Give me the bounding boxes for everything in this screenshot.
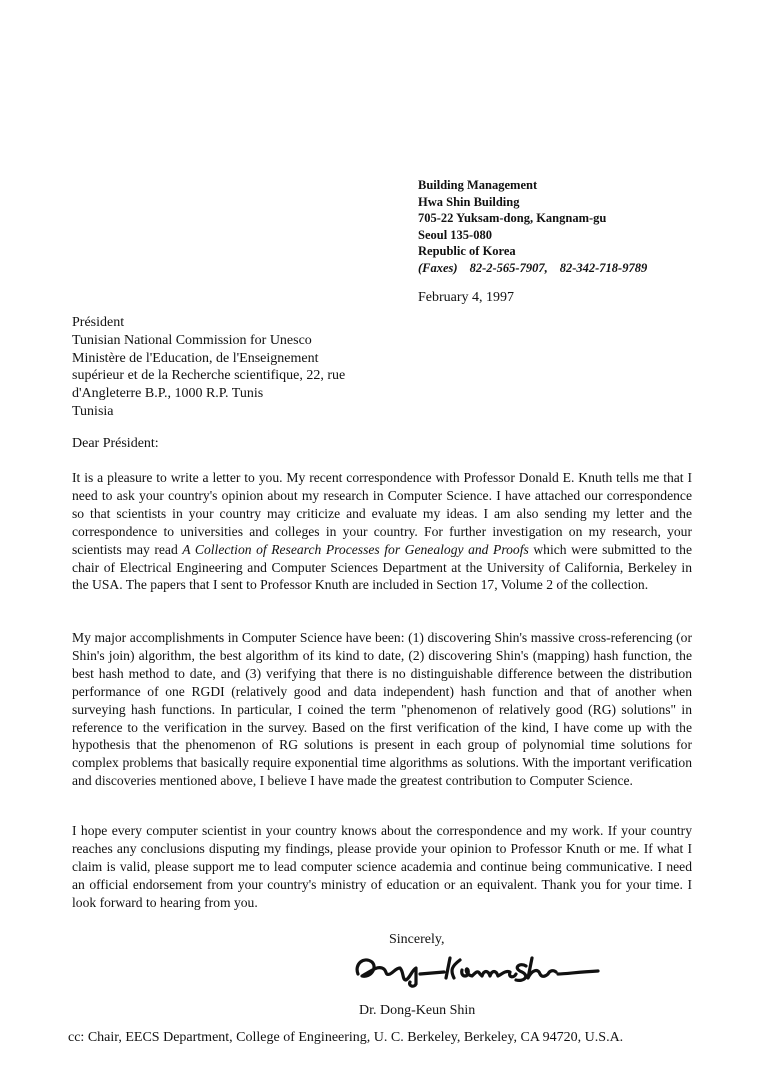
sender-address-line: Seoul 135-080: [418, 227, 492, 242]
signer-name: Dr. Dong-Keun Shin: [359, 1003, 476, 1018]
body-paragraph-1: [72, 469, 692, 594]
sender-address-block: [418, 177, 647, 277]
recipient-address-line: Président: [72, 315, 125, 330]
sender-address-line: 705-22 Yuksam-dong, Kangnam-gu: [418, 211, 607, 226]
body-paragraph-3: I hope every computer scientist in your country knows about the correspondence and my work. If your country reaches any conclusions disputing my findings, please provide your opinion to Professor Knuth or me. If what I claim is valid, please support me to lead computer science academia and continue being communicative. I need an official endorsement from your country's ministry of education or an equivalent. Thank you for your time. I look forward to hearing from you.: [72, 823, 692, 910]
fax-label: (Faxes): [418, 260, 458, 275]
closing: Sincerely,: [389, 932, 445, 947]
sender-address-line: Building Management: [418, 178, 538, 192]
paragraph-text: which were submitted to the chair of Electrical Engineering and Computer Sciences Department at the University of California, Berkeley in the USA. The papers that I sent to Professor Knuth are included in Section 17, Volume 2 of the collection.: [72, 541, 692, 593]
recipient-address-line: Tunisian National Commission for Unesco: [72, 332, 312, 348]
body-paragraph-2: My major accomplishments in Computer Science have been: (1) discovering Shin's massive cross-referencing (or Shin's join) algorithm, the best algorithm of its kind to date, (2) discovering Shin's (mapping) hash function, the best hash method to date, and (3) verifying that there is no distinguishable difference between the distribution performance of one RGDI (relatively good and data independent) hash function and that of another when surveying hash functions. In particular, I coined the term "phenomenon of relatively good (RG) solutions" in reference to the verification in the survey. Based on the first verification of the kind, I have come up with the hypothesis that the phenomenon of RG solutions is present in each group of polynomial time solutions for complex problems that basically require exponential time algorithms as solutions. With the important verification and discoveries mentioned above, I believe I have made the greatest contribution to Computer Science.: [72, 630, 692, 789]
salutation: Dear Président:: [72, 436, 159, 451]
sender-address-line: Republic of Korea: [418, 244, 516, 259]
recipient-address-block: [72, 314, 345, 421]
cc-line: cc: Chair, EECS Department, College of Engineering, U. C. Berkeley, Berkeley, CA 94720, U.S.A.: [68, 1030, 624, 1045]
fax-number-2: 82-342-718-9789: [559, 260, 648, 275]
fax-number-1: 82-2-565-7907,: [469, 260, 548, 275]
handwritten-signature: [352, 944, 602, 990]
paragraph-text: It is a pleasure to write a letter to you. My recent correspondence with Professor Donald E. Knuth tells me that I need to ask your country's opinion about my research in Computer Science. I have attached our correspondence so that scientists in your country may criticize and evaluate my ideas. I am also sending my letter and the correspondence to universities and colleges in your country. For further investigation on my research, your scientists may read: [72, 470, 692, 557]
recipient-address-line: supérieur et de la Recherche scientifique, 22, rue: [72, 368, 346, 384]
sender-address-line: Hwa Shin Building: [418, 194, 520, 209]
recipient-address-line: Ministère de l'Education, de l'Enseignement: [72, 350, 319, 366]
recipient-address-line: Tunisia: [72, 403, 114, 419]
sender-fax-line: [418, 260, 647, 277]
collection-title: A Collection of Research Processes for Genealogy and Proofs: [182, 541, 529, 557]
recipient-address-line: d'Angleterre B.P., 1000 R.P. Tunis: [72, 386, 264, 402]
letter-date: February 4, 1997: [418, 290, 515, 305]
